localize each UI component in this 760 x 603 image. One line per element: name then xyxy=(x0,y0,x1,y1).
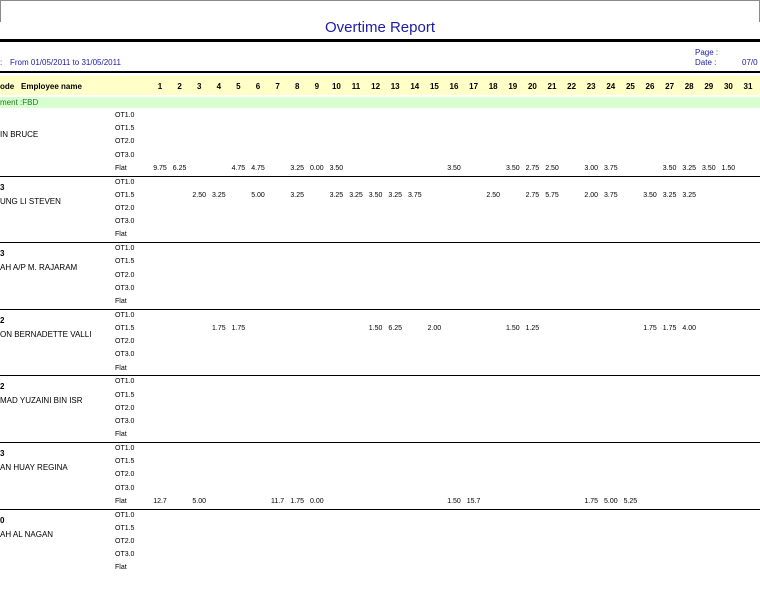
ot-hours-cell: 3.25 xyxy=(682,164,696,172)
ot-label-ot2-0: OT2.0 xyxy=(115,205,135,212)
ot-hours-cell: 1.25 xyxy=(525,325,540,332)
ot-hours-cell: 2.00 xyxy=(427,325,442,332)
employee-name: AN HUAY REGINA xyxy=(0,463,68,472)
ot-hours-cell: 3.50 xyxy=(643,191,657,199)
ot-hours-cell: 4.75 xyxy=(251,164,265,172)
date-label: Date : xyxy=(695,58,717,67)
ot-hours-cell: 2.75 xyxy=(525,191,540,199)
ot-hours-cell: 3.75 xyxy=(407,191,422,199)
day-column-header-25: 25 xyxy=(625,82,635,91)
ot-hours-cell: 11.7 xyxy=(271,497,285,505)
day-column-header-22: 22 xyxy=(567,82,577,91)
ot-hours-cell: 6.25 xyxy=(172,164,187,172)
ot-label-ot1-0: OT1.0 xyxy=(115,178,135,186)
ot-label-ot1-0: OT1.0 xyxy=(115,311,135,319)
day-column-header-19: 19 xyxy=(508,82,518,91)
ot-hours-cell: 3.25 xyxy=(329,191,344,199)
title-rule xyxy=(0,39,760,42)
day-column-header-11: 11 xyxy=(351,82,361,91)
ot-hours-cell: 3.50 xyxy=(368,191,383,199)
report-period: From 01/05/2011 to 31/05/2011 xyxy=(10,58,121,67)
ot-hours-cell: 3.75 xyxy=(603,164,618,172)
page-label: Page : xyxy=(695,48,719,57)
day-column-header-1: 1 xyxy=(157,82,163,91)
ot-hours-cell: 5.75 xyxy=(545,191,559,199)
day-column-header-20: 20 xyxy=(527,82,537,91)
ot-hours-cell: 2.75 xyxy=(525,164,540,172)
ot-hours-cell: 1.50 xyxy=(447,497,461,505)
day-column-header-2: 2 xyxy=(177,82,182,91)
ot-hours-cell: 3.50 xyxy=(505,164,520,172)
ot-label-ot3-0: OT3.0 xyxy=(115,418,135,425)
ot-hours-cell: 2.50 xyxy=(192,191,206,199)
day-column-header-4: 4 xyxy=(216,82,222,91)
name-column-header: Employee name xyxy=(21,82,82,91)
ot-label-ot1-5: OT1.5 xyxy=(115,524,135,532)
ot-hours-cell: 5.25 xyxy=(623,497,638,505)
ot-hours-cell: 6.25 xyxy=(388,325,402,332)
date-value: 07/0 xyxy=(742,58,758,67)
day-column-header-6: 6 xyxy=(255,82,261,91)
day-column-header-29: 29 xyxy=(704,82,714,91)
ot-hours-cell: 3.75 xyxy=(603,191,618,199)
ot-label-ot1-0: OT1.0 xyxy=(115,445,135,452)
ot-hours-cell: 1.75 xyxy=(211,325,226,332)
ot-label-flat: Flat xyxy=(115,364,127,372)
column-header-row xyxy=(0,76,760,95)
employee-code: 3 xyxy=(0,449,5,458)
ot-label-ot2-0: OT2.0 xyxy=(115,338,135,346)
day-column-header-16: 16 xyxy=(449,82,459,91)
ot-label-ot1-0: OT1.0 xyxy=(115,378,135,386)
day-column-header-26: 26 xyxy=(645,82,655,91)
ot-hours-cell: 3.25 xyxy=(290,164,304,172)
employee-code: 3 xyxy=(0,249,5,259)
ot-hours-cell: 2.00 xyxy=(584,191,598,199)
ot-hours-cell: 1.75 xyxy=(662,325,677,332)
day-column-header-14: 14 xyxy=(410,82,420,91)
ot-label-ot1-0: OT1.0 xyxy=(115,112,135,119)
ot-label-ot2-0: OT2.0 xyxy=(115,138,135,146)
ot-label-flat: Flat xyxy=(115,497,127,505)
ot-hours-cell: 3.25 xyxy=(211,191,226,199)
ot-hours-cell: 3.25 xyxy=(349,191,363,199)
day-column-header-12: 12 xyxy=(371,82,381,91)
department-label: ment :FBD xyxy=(0,98,39,107)
day-column-header-23: 23 xyxy=(586,82,596,91)
day-column-header-17: 17 xyxy=(469,82,479,91)
ot-hours-cell: 3.50 xyxy=(701,164,716,172)
ot-label-flat: Flat xyxy=(115,564,127,572)
employee-code: 3 xyxy=(0,182,5,192)
day-column-header-31: 31 xyxy=(743,82,753,91)
ot-label-ot3-0: OT3.0 xyxy=(115,151,135,159)
code-column-header: ode xyxy=(0,82,15,91)
ot-hours-cell: 3.25 xyxy=(290,191,304,199)
ot-hours-cell: 4.00 xyxy=(682,325,696,332)
ot-hours-cell: 0.00 xyxy=(309,497,324,505)
employee-separator xyxy=(0,375,760,376)
employee-name: AH AL NAGAN xyxy=(0,529,54,539)
ot-label-ot3-0: OT3.0 xyxy=(115,218,135,226)
ot-hours-cell: 1.75 xyxy=(231,325,246,332)
report-title: Overtime Report xyxy=(324,19,436,36)
employee-name: ON BERNADETTE VALLI xyxy=(0,329,92,339)
employee-code: 0 xyxy=(0,515,5,525)
ot-hours-cell: 5.00 xyxy=(603,497,618,505)
ot-label-ot1-0: OT1.0 xyxy=(115,245,135,253)
ot-label-ot1-5: OT1.5 xyxy=(115,458,135,466)
ot-hours-cell: 1.50 xyxy=(721,164,736,172)
ot-hours-cell: 3.50 xyxy=(329,164,344,172)
ot-hours-cell: 3.25 xyxy=(388,191,402,199)
ot-label-ot1-5: OT1.5 xyxy=(115,391,135,399)
ot-label-ot2-0: OT2.0 xyxy=(115,538,135,545)
ot-label-ot3-0: OT3.0 xyxy=(115,484,135,492)
ot-label-ot3-0: OT3.0 xyxy=(115,351,135,359)
ot-hours-cell: 3.25 xyxy=(662,191,677,199)
day-column-header-24: 24 xyxy=(606,82,616,91)
day-column-header-30: 30 xyxy=(723,82,733,91)
day-column-header-18: 18 xyxy=(488,82,498,91)
ot-hours-cell: 5.00 xyxy=(192,497,206,505)
ot-hours-cell: 1.50 xyxy=(368,325,383,332)
day-column-header-28: 28 xyxy=(684,82,694,91)
ot-label-ot3-0: OT3.0 xyxy=(115,284,135,292)
ot-hours-cell: 3.50 xyxy=(662,164,677,172)
ot-hours-cell: 1.75 xyxy=(290,497,304,505)
ot-hours-cell: 2.50 xyxy=(486,191,500,199)
day-column-header-27: 27 xyxy=(665,82,675,91)
employee-name: UNG LI STEVEN xyxy=(0,196,61,206)
employee-name: MAD YUZAINI BIN ISR xyxy=(0,396,83,406)
ot-label-ot2-0: OT2.0 xyxy=(115,404,135,412)
ot-hours-cell: 0.00 xyxy=(309,164,324,172)
ot-hours-cell: 3.25 xyxy=(682,191,696,199)
employee-name: AH A/P M. RAJARAM xyxy=(0,263,78,273)
ot-hours-cell: 12.7 xyxy=(153,497,167,505)
ot-label-ot3-0: OT3.0 xyxy=(115,551,135,559)
ot-label-flat: Flat xyxy=(115,231,127,239)
day-column-header-15: 15 xyxy=(429,82,439,91)
ot-label-flat: Flat xyxy=(115,298,127,305)
employee-separator xyxy=(0,176,760,177)
employee-separator xyxy=(0,442,760,443)
employee-separator xyxy=(0,509,760,510)
header-rule xyxy=(0,71,760,73)
employee-name: IN BRUCE xyxy=(0,130,39,139)
ot-label-ot1-5: OT1.5 xyxy=(115,125,135,133)
day-column-header-10: 10 xyxy=(331,82,341,91)
ot-label-ot1-5: OT1.5 xyxy=(115,258,135,266)
ot-hours-cell: 5.00 xyxy=(251,191,265,199)
ot-label-ot2-0: OT2.0 xyxy=(115,471,135,479)
ot-hours-cell: 2.50 xyxy=(545,164,559,172)
ot-hours-cell: 1.75 xyxy=(584,497,598,505)
day-column-header-7: 7 xyxy=(275,82,280,91)
ot-label-ot1-0: OT1.0 xyxy=(115,511,135,519)
day-column-header-8: 8 xyxy=(294,82,300,91)
day-column-header-9: 9 xyxy=(314,82,320,91)
ot-hours-cell: 15.7 xyxy=(466,497,481,505)
employee-code: 2 xyxy=(0,315,5,325)
ot-label-ot1-5: OT1.5 xyxy=(115,325,135,332)
day-column-header-13: 13 xyxy=(390,82,400,91)
day-column-header-3: 3 xyxy=(196,82,202,91)
ot-hours-cell: 1.50 xyxy=(505,325,520,332)
ot-hours-cell: 4.75 xyxy=(231,164,246,172)
ot-label-flat: Flat xyxy=(115,431,127,439)
ot-hours-cell: 9.75 xyxy=(153,164,167,172)
ot-hours-cell: 1.75 xyxy=(643,325,657,332)
employee-code: 2 xyxy=(0,382,5,392)
top-border xyxy=(0,0,760,1)
ot-hours-cell: 3.00 xyxy=(584,164,598,172)
day-column-header-5: 5 xyxy=(236,82,241,91)
ot-label-flat: Flat xyxy=(115,164,127,172)
employee-separator xyxy=(0,242,760,243)
ot-hours-cell: 3.50 xyxy=(447,164,461,172)
day-column-header-21: 21 xyxy=(547,82,557,91)
ot-label-ot1-5: OT1.5 xyxy=(115,191,135,199)
department-band xyxy=(0,97,760,108)
period-prefix: : xyxy=(0,58,3,67)
ot-label-ot2-0: OT2.0 xyxy=(115,271,135,279)
employee-separator xyxy=(0,309,760,310)
